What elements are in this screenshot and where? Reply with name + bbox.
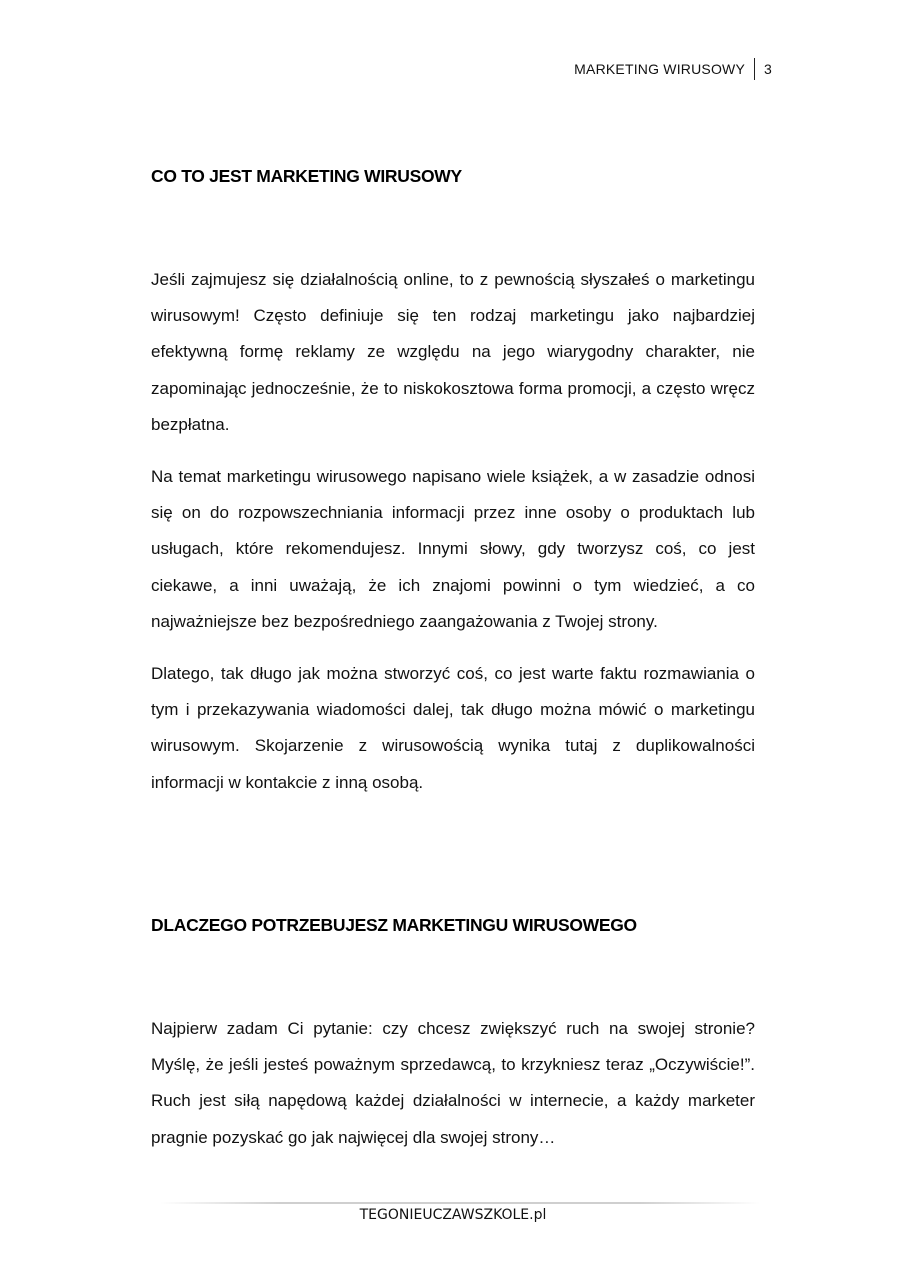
section-1-body (151, 262, 755, 817)
footer-divider (160, 1202, 760, 1204)
page-number: 3 (764, 61, 772, 77)
header-title: MARKETING WIRUSOWY (574, 58, 755, 80)
section-2-heading-block (151, 915, 755, 936)
section-heading: CO TO JEST MARKETING WIRUSOWY (151, 166, 462, 186)
paragraph: Najpierw zadam Ci pytanie: czy chcesz zwiększyć ruch na swojej stronie? Myślę, że jeśli jesteś poważnym sprzedawcą, to krzykniesz teraz „Oczywiście!”. Ruch jest siłą napędową każdej działalności w internecie, a każdy marketer pragnie pozyskać go jak najwięcej dla swojej strony… (151, 1019, 755, 1147)
section-heading: DLACZEGO POTRZEBUJESZ MARKETINGU WIRUSOWEGO (151, 915, 637, 935)
section-1-heading-block (151, 166, 755, 187)
paragraph: Jeśli zajmujesz się działalnością online, to z pewnością słyszałeś o marketingu wirusowym! Często definiuje się ten rodzaj marketingu jako najbardziej efektywną formę reklamy ze względu na jego wiarygodny charakter, nie zapominając jednocześnie, że to niskokosztowa forma promocji, a często wręcz bezpłatna. (151, 270, 755, 434)
running-header (574, 58, 772, 80)
paragraph: Na temat marketingu wirusowego napisano wiele książek, a w zasadzie odnosi się on do rozpowszechniania informacji przez inne osoby o produktach lub usługach, które rekomendujesz. Innymi słowy, gdy tworzysz coś, co jest ciekawe, a inni uważają, że ich znajomi powinni o tym wiedzieć, a co najważniejsze bez bezpośredniego zaangażowania z Twojej strony. (151, 467, 755, 631)
section-2-body (151, 1011, 755, 1172)
paragraph: Dlatego, tak długo jak można stworzyć coś, co jest warte faktu rozmawiania o tym i przekazywania wiadomości dalej, tak długo można mówić o marketingu wirusowym. Skojarzenie z wirusowością wynika tutaj z duplikowalności informacji w kontakcie z inną osobą. (151, 664, 755, 792)
footer-text: TEGONIEUCZAWSZKOLE.pl (359, 1207, 547, 1223)
